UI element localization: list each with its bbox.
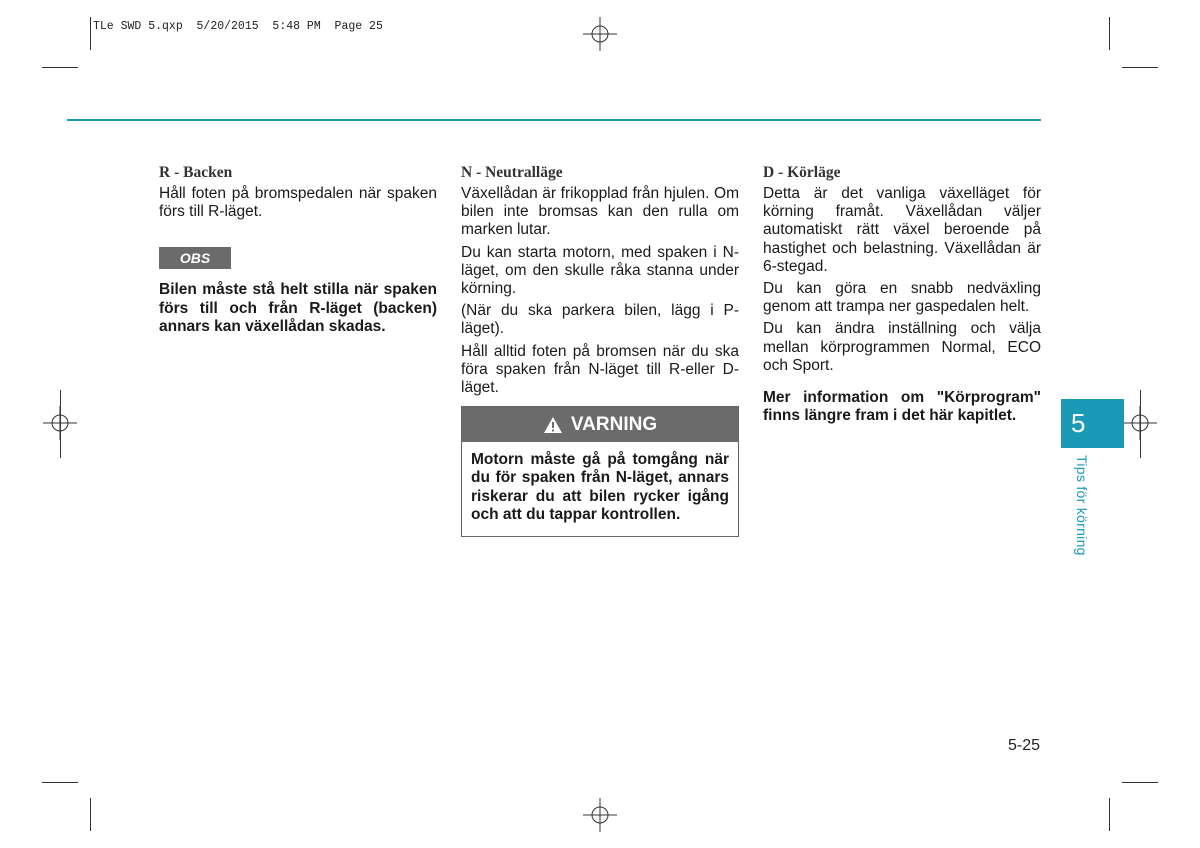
obs-label: OBS [159,247,231,269]
crop-mark [90,17,91,50]
paragraph: Detta är det vanliga växelläget för körning framåt. Växellådan väljer automatiskt rätt växel beroende på hastighet och belastning. Växellådan är 6-stegad. [763,185,1041,275]
paragraph: Du kan starta motorn, med spaken i N-läget, om den skulle råka stanna under körning. [461,243,739,298]
registration-line [1140,390,1141,458]
paragraph-more-info: Mer information om "Körprogram" finns längre fram i det här kapitlet. [763,389,1041,425]
warning-text: Motorn måste gå på tomgång när du för spaken från N-läget, annars riskerar du att bilen rycker igång och att du tappar kontrollen. [471,451,729,523]
section-heading: R - Backen [159,164,233,181]
registration-mark-icon [583,17,617,51]
warning-header [462,407,738,442]
crop-mark [90,798,91,831]
warning-title: VARNING [570,413,658,435]
crop-mark [42,782,78,783]
column-r-backen [159,164,437,340]
crop-mark [1109,17,1110,50]
print-slug: TLe SWD 5.qxp 5/20/2015 5:48 PM Page 25 [93,20,383,33]
registration-line [60,390,61,458]
crop-mark [1122,67,1158,68]
warning-triangle-icon [543,416,563,434]
paragraph: Du kan ändra inställning och välja mellan körprogrammen Normal, ECO och Sport. [763,320,1041,374]
warning-box [461,406,739,537]
section-heading: D - Körläge [763,164,841,181]
chapter-title: Tips för körning [1074,455,1090,556]
paragraph: (När du ska parkera bilen, lägg i P-läget). [461,302,739,338]
page-number: 5-25 [1008,737,1041,754]
crop-mark [42,67,78,68]
column-d-korlage [763,164,1041,429]
header-rule [67,119,1041,121]
registration-mark-icon [583,798,617,832]
paragraph: Växellådan är frikopplad från hjulen. Om bilen inte bromsas kan den rulla om marken lutar. [461,185,739,239]
chapter-tab: 5 [1061,399,1124,448]
warning-body [462,442,738,536]
paragraph: Håll alltid foten på bromsen när du ska föra spaken från N-läget till R-eller D-läget. [461,342,739,397]
crop-mark [1122,782,1158,783]
obs-text: Bilen måste stå helt stilla när spaken förs till och från R-läget (backen) annars kan växellådan skadas. [159,281,437,335]
section-heading: N - Neutralläge [461,164,563,181]
crop-mark [1109,798,1110,831]
column-n-neutrallage [461,164,739,537]
paragraph: Håll foten på bromspedalen när spaken förs till R-läget. [159,185,437,221]
paragraph: Du kan göra en snabb nedväxling genom att trampa ner gaspedalen helt. [763,280,1041,316]
